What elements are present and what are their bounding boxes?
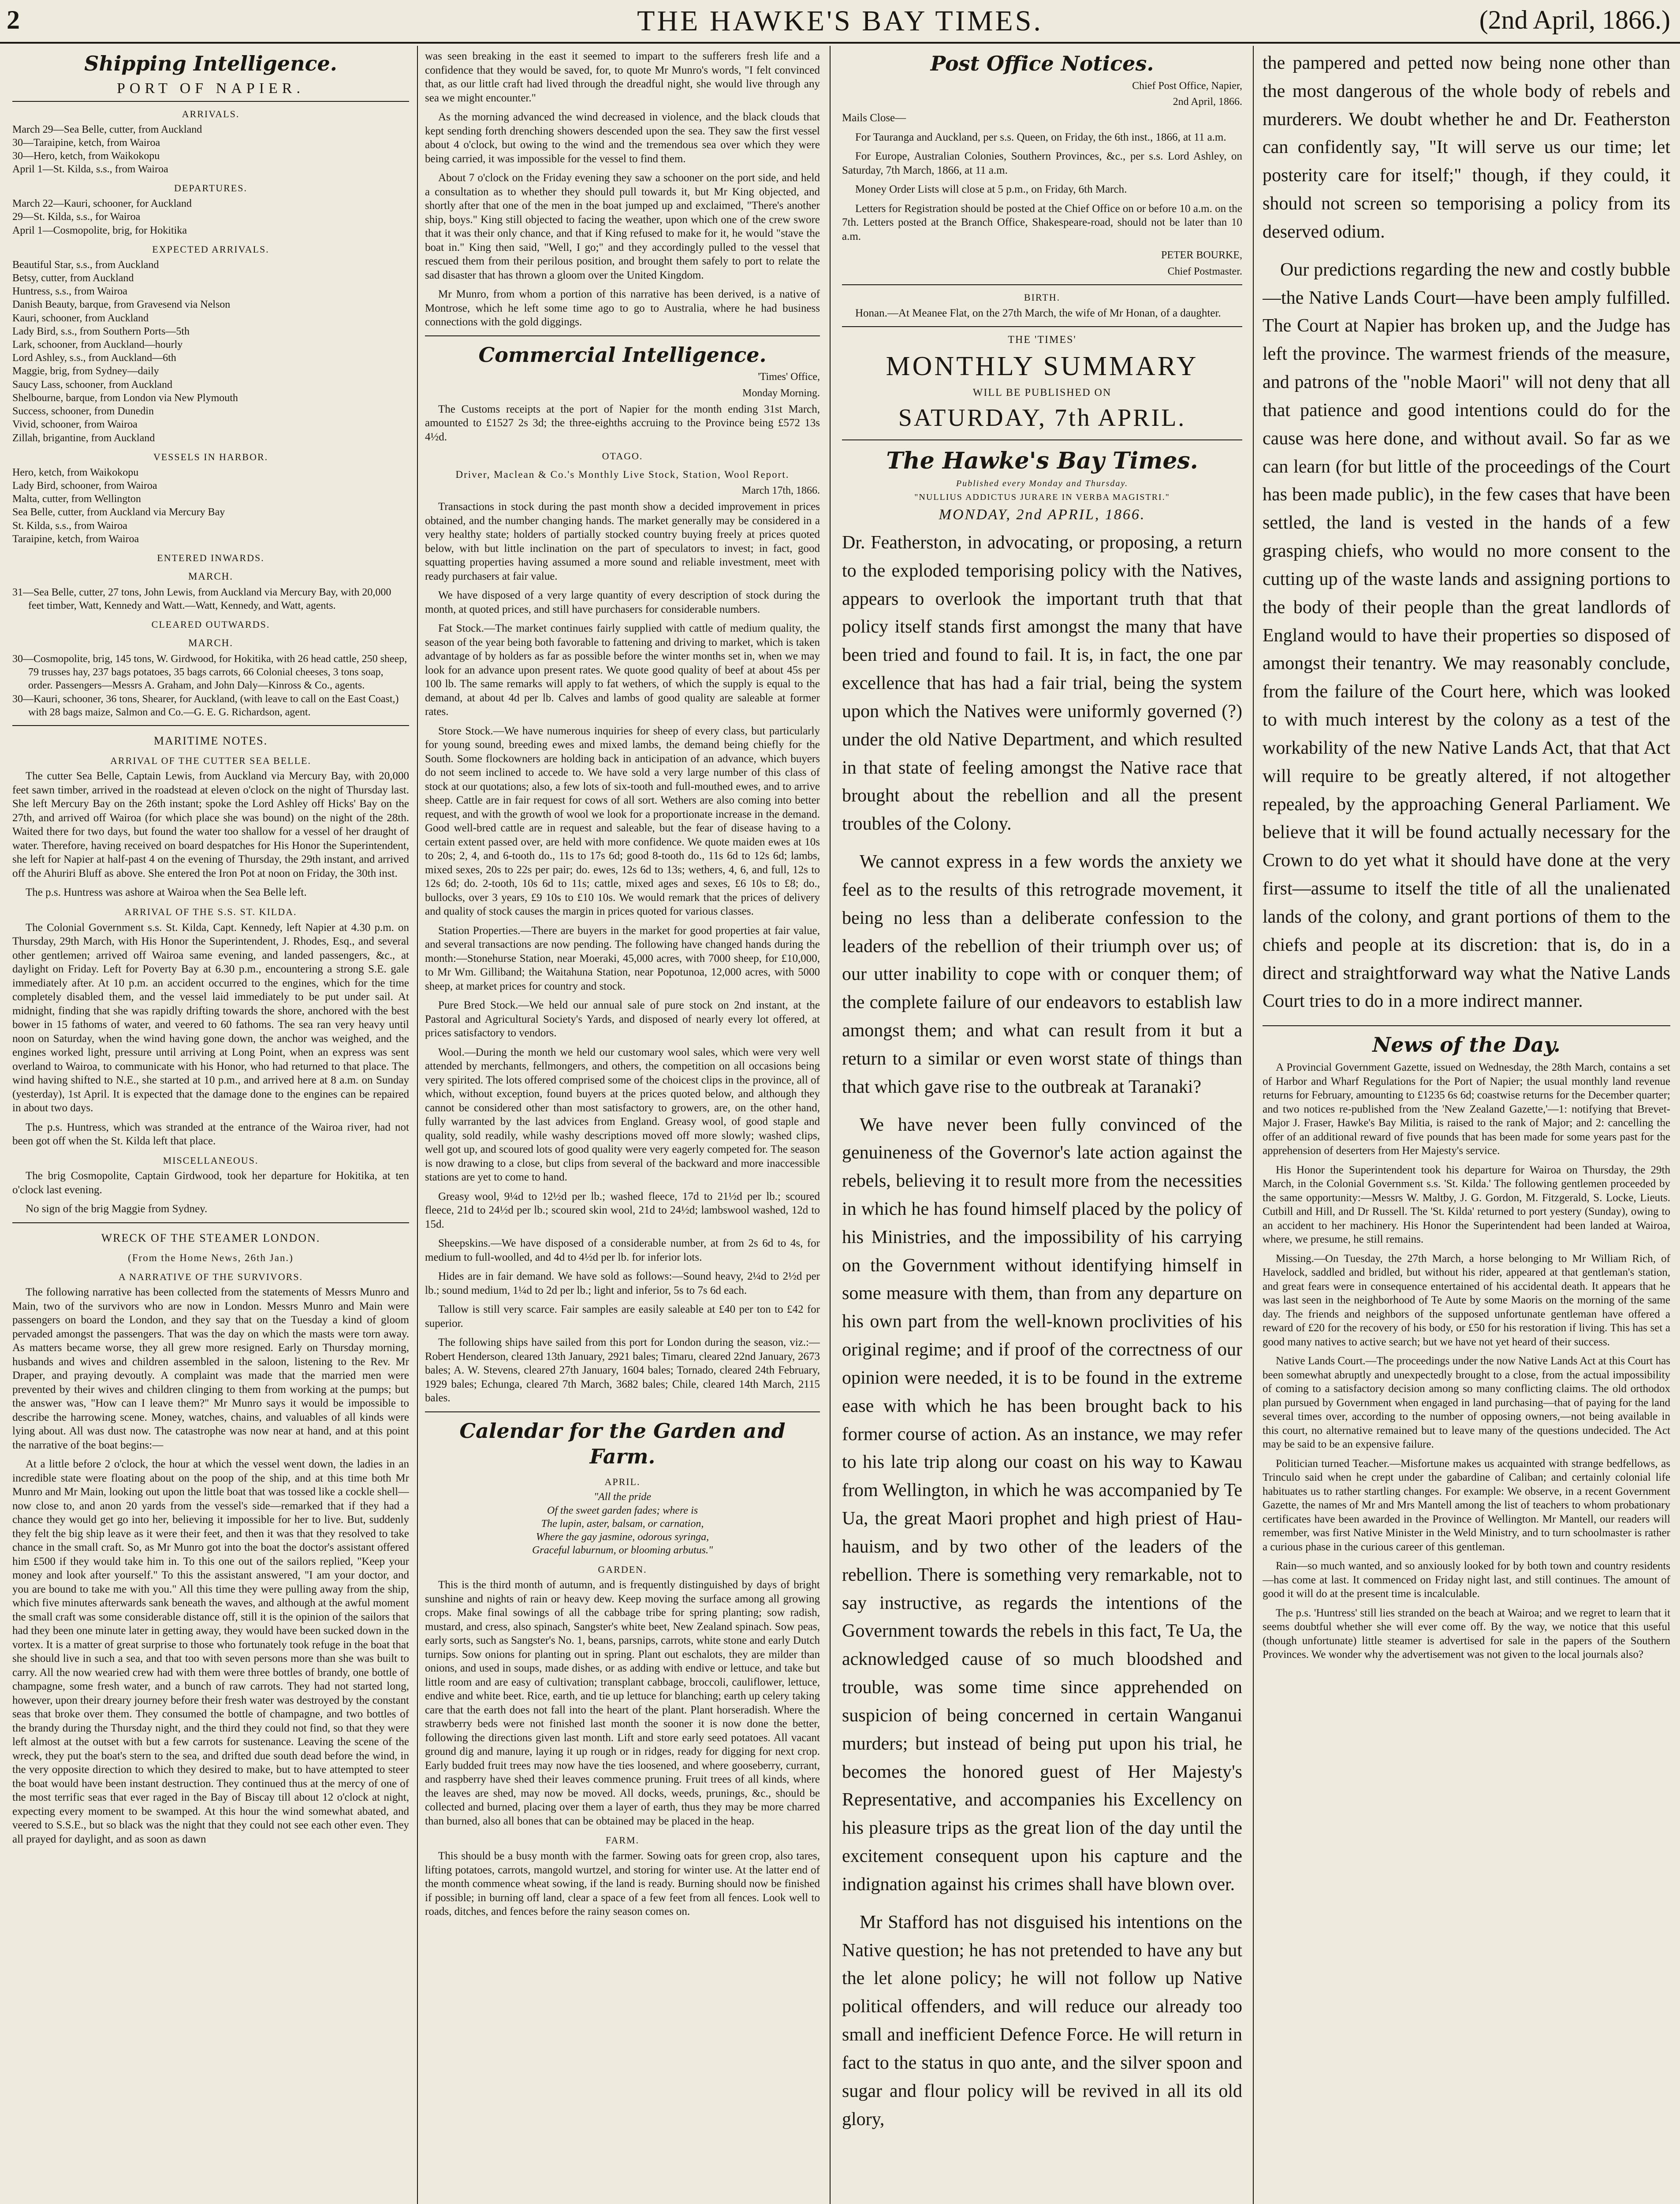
divider — [1263, 1025, 1670, 1026]
news-item: Missing.—On Tuesday, the 27th March, a horse belonging to Mr William Rich, of Havelock, saddled and bridled, but without his rider, appeared at that gentleman's station, and great fears were in consequence entertained of his accidental death. It appears that he was last seen in the neighborhood of Te Aute by some Maoris on the morning of the same day. The friends and neighbors of the supposed unfortunate gentleman have offered a reward of £20 for the recovery of his body, or £50 for his restoration if living. This has set a good many natives to active search; but we have not yet heard of their success. — [1263, 1252, 1670, 1348]
section-heading-post-office: Post Office Notices. — [930, 52, 1154, 75]
list-item: Lark, schooner, from Auckland—hourly — [12, 339, 183, 350]
news-item: Rain—so much wanted, and so anxiously looked for by both town and country residents—has come at last. It commenced on Friday night last, and still continues. The amount of good it will do at the present time is incalculable. — [1263, 1560, 1670, 1600]
column-rule — [417, 46, 418, 2204]
article-paragraph: Pure Bred Stock.—We held our annual sale of pure stock on 2nd instant, at the Pastoral and Agricultural Society's Yards, and disposed of nearly every lot offered, at prices satisfactory to vendors. — [425, 999, 820, 1039]
office-line: 2nd April, 1866. — [1173, 96, 1242, 108]
birth-notice: Honan.—At Meanee Flat, on the 27th March, the wife of Mr Honan, of a daughter. — [855, 307, 1221, 319]
summary-title: MONTHLY SUMMARY — [886, 351, 1199, 382]
article-paragraph: Greasy wool, 9¼d to 12½d per lb.; washed fleece, 17d to 21½d per lb.; scoured fleece, 21d to 24½d per lb.; scoured skin wool, 21d to 24½d; lambswool washed, 12d to 15d. — [425, 1190, 820, 1230]
article-paragraph: Tallow is still very scarce. Fair samples are easily saleable at £40 per ton to £42 for superior. — [425, 1303, 820, 1329]
list-item: April 1—St. Kilda, s.s., from Wairoa — [12, 164, 168, 175]
editorial-nameplate: The Hawke's Bay Times. — [886, 447, 1198, 475]
article-paragraph: Mr Munro, from whom a portion of this narrative has been derived, is a native of Montrose, which he left some time ago to go to Australia, where he had business connections with the gold diggings. — [425, 288, 820, 328]
news-item: A Provincial Government Gazette, issued on Wednesday, the 28th March, contains a set of Harbor and Wharf Regulations for the Port of Napier; the usual monthly land revenue returns for February, amounting to £1235 6s 6d; coastwise returns for the December quarter; and two notices re-published from the 'New Zealand Gazette,'—1: notifying that Brevet-Major J. Fraser, Hawke's Bay Militia, is raised to the rank of Major; and 2: cancelling the offer of an additional reward of five pounds that has been made for some years past for the apprehension of deserters from Her Majesty's service. — [1263, 1061, 1670, 1157]
list-item: Sea Belle, cutter, from Auckland via Mercury Bay — [12, 506, 225, 518]
list-item: Hero, ketch, from Waikokopu — [12, 466, 139, 478]
column-1 — [12, 49, 409, 2204]
article-paragraph: About 7 o'clock on the Friday evening they saw a schooner on the port side, and held a consultation as to whether they should pull towards it, but Mr King objected, and shortly after that one of the men in the boat jumped up and exclaimed, "There's another ship, boys." King still objected to facing the weather, upon which one of the crew swore that it was their only chance, and that if King refused to make for it, he would "stave the boat in." King then said, "Well, I go;" and they accordingly pulled to the vessel that rescued them from their perilous position, and brought them safely to port to relate the sad disaster that has thrown a gloom over the United Kingdom. — [425, 172, 820, 281]
mails-close-label: Mails Close— — [842, 112, 906, 124]
article-paragraph: Wool.—During the month we held our customary wool sales, which were very well attended by merchants, fellmongers, and others, the competition on all occasions being very spirited. The lots offered comprised some of the choicest clips in the province, all of which, without exception, found buyers at the prices quoted below, and although they cannot be considered other than most satisfactory to growers, are, on the other hand, fully warranted by the last advices from England. Greasy wool, of good staple and quality, sold readily, while washy descriptions moved off more slowly; washed clips, well got up, and scoured lots of good quality were very eagerly competed for. The season is now drawing to a close, but clips from several of the backward and more inaccessible stations are yet to come to hand. — [425, 1046, 820, 1184]
notice-paragraph: For Europe, Australian Colonies, Southern Provinces, &c., per s.s. Lord Ashley, on Saturday, 7th March, 1866, at 11 a.m. — [842, 150, 1242, 176]
column-rule — [1253, 46, 1254, 2204]
page-number: 2 — [7, 5, 20, 34]
divider — [842, 284, 1242, 285]
report-date: March 17th, 1866. — [741, 485, 820, 497]
list-item: Maggie, brig, from Sydney—daily — [12, 365, 159, 377]
divider — [12, 725, 409, 726]
column-2 — [425, 49, 820, 2204]
article-paragraph: The p.s. Huntress, which was stranded at the entrance of the Wairoa river, had not been got off when the St. Kilda left that place. — [12, 1121, 409, 1147]
departures-list — [12, 197, 409, 237]
list-item: Beautiful Star, s.s., from Auckland — [12, 259, 159, 271]
list-item: March 29—Sea Belle, cutter, from Auckland — [12, 123, 202, 135]
port-heading: PORT OF NAPIER. — [12, 79, 409, 102]
otago-heading: OTAGO. — [602, 450, 643, 462]
issue-date: MONDAY, 2nd APRIL, 1866. — [939, 506, 1146, 523]
article-paragraph: The Colonial Government s.s. St. Kilda, Capt. Kennedy, left Napier at 4.30 p.m. on Thursday, 29th March, with His Honor the Superintendent, J. Rhodes, Esq., and several other gentlemen; arrived off Wairoa same evening, and landed passengers, &c., at daylight on Friday. Left for Poverty Bay at 6.30 p.m., encountering a strong S.E. gale immediately after. At 10 p.m. an accident occurred to the engines, which for the time completely disabled them, and the vessel laid immediately to be put under sail. At midnight, finding that she was rapidly drifting towards the shore, anchored with the best bower in 15 fathoms of water, and veered to 60 fathoms. The sea ran very heavy until noon on Saturday, when the wind having gone down, the anchor was weighed, and the engines worked light, pressure until arriving at Long Point, when an express was sent overland to Wairoa, to communicate with his Honor, who had returned to that place. The wind having shifted to N.E., she started at 10 p.m., and arrived here at 8 a.m. on Sunday (yesterday), 1st April. It is expected that the damage done to the engines can be repaired in about two days. — [12, 921, 409, 1114]
postmaster-name: PETER BOURKE, — [1161, 249, 1242, 261]
column-4 — [1263, 49, 1670, 2204]
monthly-summary-notice — [842, 333, 1242, 433]
editorial-paragraph: We have never been fully convinced of the genuineness of the Governor's late action against the rebels, believing it to result more from the necessities in which he has found himself placed by the policy of his Ministries, and the impossibility of his carrying on the Government without identifying himself in some measure with them, than from any departure on his own part from the well-known proclivities of his original regime; and if proof of the correctness of our opinion were needed, it is to be found in the extreme ease with which he has been brought back to his former course of action. As an instance, we may refer to his late trip along our coast on his way to Kawau from Wellington, in which he was accompanied by Te Ua, the great Maori prophet and high priest of Hau-hauism, and by two other of the leaders of the rebellion. There is something very remarkable, not to say instructive, as regards the intentions of the Government towards the rebels in this fact, Te Ua, the acknowledged cause of so much bloodshed and trouble, was some time since apprehended on suspicion of being concerned in certain Wanganui murders; but instead of being put upon his trial, he becomes the honored guest of Her Majesty's Representative, and accompanies his Excellency on his pleasure trips as the great lion of the day until the excitement consequent upon his capture and the indignation against his crimes shall have blown over. — [842, 1114, 1242, 1895]
cleared-month: MARCH. — [188, 637, 234, 648]
cleared-item: 30—Kauri, schooner, 36 tons, Shearer, for Auckland, (with leave to call on the East Coast,) with 28 bags maize, Salmon and Co.—G. E. G. Richardson, agent. — [12, 693, 399, 718]
wreck-source: (From the Home News, 26th Jan.) — [128, 1252, 294, 1263]
list-item: Zillah, brigantine, from Auckland — [12, 432, 155, 444]
cleared-item: 30—Cosmopolite, brig, 145 tons, W. Girdwood, for Hokitika, with 26 head cattle, 250 sheep, 79 trusses hay, 237 bags potatoes, 35 bags carrots, 66 Colonial cheeses, 3 tons soap, order. Passengers—Messrs A. Graham, and John Daly—Kinross & Co., agents. — [12, 653, 407, 692]
sea-belle-heading: ARRIVAL OF THE CUTTER SEA BELLE. — [110, 755, 311, 766]
arrivals-list — [12, 123, 409, 176]
article-paragraph: Store Stock.—We have numerous inquiries for sheep of every class, but particularly for young sound, breeding ewes and mixed lambs, the demand being chiefly for the South. Some flockowners are holding back in anticipation of an advance, which buyers do not seem inclined to accede to. We have sold a very large number of this class of stock at our quotations; also, a few lots of six-tooth and full-mouthed ewes, and to arrive sheep. Cattle are in fair request for cows of all sort. Wethers are also coming into better request, and with the growth of wool we look for a proportionate increase in the demand. Good well-bred cattle are in request and saleable, but the fear of disease having to a certain extent passed over, are held with more confidence. We quote maiden ewes at 10s to 20s; 2, 4, and 6-tooth do., 11s to 17s 6d; good 8-tooth do., 11s 6d to 12s 6d; lambs, mixed sexes, 20s to 22s per pair; do. ewes, 12s 6d to 13s; wethers, 4, 6, and full, 12s to 12s 6d; do. 2-tooth, 10s 6d to 11s; cattle, mixed ages and sexes, £6 10s to £8; do., bullocks, over 3 years, £9 10s to £10 10s. We would remark that the prices of delivery and quality of stock causes the margin in prices quoted for various classes. — [425, 725, 820, 918]
poem-line: Of the sweet garden fades; where is — [547, 1504, 698, 1516]
divider — [12, 1222, 409, 1223]
list-item: 30—Taraipine, ketch, from Wairoa — [12, 137, 160, 149]
editorial-paragraph: Mr Stafford has not disguised his intentions on the Native question; he has not pretended to have any but the let alone policy; he will not follow up Native political offenders, and will reduce our already too small and inefficient Defence Force. He will return in fact to the status in quo ante, and the silver spoon and sugar and flour policy will be revived in all its old glory, — [842, 1912, 1242, 2130]
divider — [842, 326, 1242, 327]
editorial-paragraph: We cannot express in a few words the anxiety we feel as to the results of this retrograde movement, it being no less than a deliberate confession to the leaders of the rebellion of their triumph over us; of our utter inability to cope with or conquer them; of the complete failure of our endeavors to establish law amongst them; and what can result from it but a return to a similar or even worst state of things than that which gave rise to the outbreak at Taranaki? — [842, 852, 1242, 1097]
postmaster-title: Chief Postmaster. — [1167, 265, 1242, 277]
st-kilda-heading: ARRIVAL OF THE S.S. ST. KILDA. — [124, 906, 297, 917]
departures-heading: DEPARTURES. — [174, 182, 247, 194]
office-line: Chief Post Office, Napier, — [1132, 80, 1242, 92]
masthead — [0, 0, 1680, 44]
news-item: Native Lands Court.—The proceedings under the now Native Lands Act at this Court has been somewhat abruptly and unexpectedly brought to a close, from the actual impossibility of coming to a satisfactory decision among so many conflicting claims. The old orthodox plan pursued by Government when engaged in land purchasing—that of paying for the land several times over, according to the number of opposing owners,—not being available in this court, no alternative remained but to leave many of the questions undecided. The Act may be said to be an expensive failure. — [1263, 1355, 1670, 1451]
leading-article-continued — [1263, 49, 1670, 1016]
article-paragraph: The p.s. Huntress was ashore at Wairoa when the Sea Belle left. — [26, 886, 307, 899]
poem-line: The lupin, aster, balsam, or carnation, — [541, 1518, 704, 1530]
summary-line: WILL BE PUBLISHED ON — [972, 387, 1112, 399]
paper-motto: "NULLIUS ADDICTUS JURARE IN VERBA MAGISTRI." — [914, 492, 1170, 502]
article-paragraph: Fat Stock.—The market continues fairly supplied with cattle of medium quality, the season of the year being both favorable to fattening and driving to market, which is taken advantage of by holders as far as possible before the winter months set in, when we may look for an advance upon present rates. We quote good quality of beef at about 45s per 100 lb. The same remarks will apply to fat wethers, of which the supply is equal to the demand, at about 4d per lb. Calves and lambs of good quality are saleable at former rates. — [425, 622, 820, 718]
cleared-heading: CLEARED OUTWARDS. — [151, 619, 270, 630]
article-paragraph: The following narrative has been collected from the statements of Messrs Munro and Main, two of the survivors who are now in London. Messrs Munro and Main were passengers on board the London, and they say that on the Tuesday a kind of gloom pervaded amongst the passengers. That was the day on which the masts were torn away. As matters became worse, they all grew more resigned. Early on Thursday morning, husbands and wives and children assembled in the saloon, listening to the Rev. Mr Draper, and praying devoutly. A complaint was made that the married men were prevented by their wives and children clinging to them from working at the pumps; but the answer was, "How can I leave them?" Mr Munro says it would be impossible to describe the harrowing scene. Money, watches, chains, and valuables of all kinds were lying about. All was dust now. The catastrophe was now near at hand, and at this point the narrative of the boat begins:— — [12, 1286, 409, 1451]
expected-heading: EXPECTED ARRIVALS. — [152, 243, 269, 255]
maritime-heading: MARITIME NOTES. — [153, 734, 268, 747]
list-item: Lord Ashley, s.s., from Auckland—6th — [12, 352, 176, 364]
entered-heading: ENTERED INWARDS. — [157, 552, 264, 563]
divider — [425, 335, 820, 336]
april-heading: APRIL. — [604, 1476, 641, 1487]
publication-schedule: Published every Monday and Thursday. — [956, 478, 1129, 488]
list-item: April 1—Cosmopolite, brig, for Hokitika — [12, 224, 187, 236]
notice-paragraph: For Tauranga and Auckland, per s.s. Queen, on Friday, the 6th inst., 1866, at 11 a.m. — [855, 131, 1226, 143]
article-paragraph: At a little before 2 o'clock, the hour at which the vessel went down, the ladies in an incredible state were floating about on the poop of the ship, and at this time both Mr Munro and Mr Main, looking out upon the little boat that was tossed like a cockle shell—now close to, and anon 20 yards from the vessel's side—remarked that if they had a chance they would get go into her, believing it impossible for her to live. But, suddenly they felt the big ship leave as it were their feet, and then it was that they resolved to take chance in the small craft. So, as Mr Munro got into the boat the doctor's assistant offered him £500 if they would take him in. To this one out of the sailors replied, "Keep your money and look after yourself." To this the assistant answered, "I am your doctor, and you are bound to take me with you." All this time they were pulling away from the ship, which five minutes afterwards sank beneath the waves, and although at the awful moment the small craft was some considerable distance off, still it is the opinion of the sailors that had they been one minute later in getting away, they would have been sucked down in the vortex. It is a matter of great surprise to those who fortunately took refuge in the boat that she should live in such a sea, and that too with seven persons more than she was built to carry. All the now wearied crew had with them were three bottles of brandy, one bottle of champagne, some fresh water, and a bunch of raw carrots. They had not started long, however, upon their dreary journey before their fresh water was destroyed by the constant seas that broke over them. They consumed the bottle of champagne, and two bottles of the brandy during the Thursday night, and the third they could not find, so that they were left almost at the outset with but a few carrots for sustenance. Leaving the scene of the wreck, they put the boat's stern to the sea, and drifted due south dead before the wind, in the very opposite direction to which they desired to make, but to have attempted to steer the boat would have been instant destruction. They continued thus at the mercy of one of the most terrific seas that ever raged in the Bay of Biscay till about 12 o'clock at night, expecting every moment to be swamped. At this hour the wind somewhat abated, and veered to S.S.E., but so black was the night that they could not see each other even. They all prayed for daylight, and as soon as dawn — [12, 1458, 409, 1845]
article-paragraph: was seen breaking in the east it seemed to impart to the sufferers fresh life and a confidence that they would be saved, for, to quote Mr Munro's words, "I felt convinced that, as our little craft had lived through the dreadful night, she would live through any sea we might encounter." — [425, 50, 820, 104]
list-item: Huntress, s.s., from Wairoa — [12, 286, 127, 298]
list-item: Success, schooner, from Dunedin — [12, 406, 154, 417]
list-item: Shelbourne, barque, from London via New Plymouth — [12, 392, 238, 404]
summary-date: SATURDAY, 7th APRIL. — [898, 404, 1186, 432]
narrative-heading: A NARRATIVE OF THE SURVIVORS. — [118, 1271, 303, 1282]
list-item: Lady Bird, s.s., from Southern Ports—5th — [12, 325, 190, 337]
list-item: Saucy Lass, schooner, from Auckland — [12, 379, 172, 391]
list-item: Betsy, cutter, from Auckland — [12, 272, 134, 284]
column-rule — [830, 46, 831, 2204]
news-item: Politician turned Teacher.—Misfortune makes us acquainted with strange bedfellows, as Trinculo said when he crept under the gabardine of Caliban; and certainly colonial life habituates us to rather startling changes. For example: We observe, in a recent Government Gazette, the names of Mr and Mrs Mantell among the list of teachers to whom probationary certificates have been awarded in the Province of Wellington. Mr Mantell, our readers will remember, was first Native Minister in the Weld Ministry, and to turn schoolmaster is rather a curious phase in the curious career of this gentleman. — [1263, 1457, 1670, 1553]
list-item: March 22—Kauri, schooner, for Auckland — [12, 198, 192, 210]
page-date: (2nd April, 1866.) — [1479, 5, 1670, 34]
article-paragraph: Station Properties.—There are buyers in the market for good properties at fair value, and several transactions are now pending. The following have changed hands during the month:—Stonehurse Station, near Moeraki, 45,000 acres, with 7000 sheep, for £10,000, to Mr Wm. Gilliband; the Waitahuna Station, near Popotunoa, 12,000 acres, with 5000 sheep, at market prices for country and stock. — [425, 924, 820, 992]
harbor-heading: VESSELS IN HARBOR. — [153, 451, 268, 462]
miscellaneous-heading: MISCELLANEOUS. — [163, 1154, 259, 1166]
entered-month: MARCH. — [188, 570, 234, 582]
list-item: Malta, cutter, from Wellington — [12, 493, 141, 505]
report-heading: Driver, Maclean & Co.'s Monthly Live Stock, Station, Wool Report. — [455, 469, 790, 480]
article-paragraph: No sign of the brig Maggie from Sydney. — [26, 1203, 208, 1215]
list-item: Kauri, schooner, from Auckland — [12, 312, 149, 324]
section-heading-commercial: Commercial Intelligence. — [478, 343, 767, 367]
article-paragraph: Hides are in fair demand. We have sold as follows:—Sound heavy, 2¼d to 2½d per lb.; sound medium, 1¼d to 2d per lb.; light and inferior, 5s to 7s 6d each. — [425, 1270, 820, 1296]
article-paragraph: This should be a busy month with the farmer. Sowing oats for green crop, also tares, lifting potatoes, carrots, mangold wurtzel, and storing for winter use. At the latter end of the month commence wheat sowing, if the land is ready. Burning should now be finished if possible; in burning off land, clear a space of a few feet from all fences. Look well to roads, ditches, and fences before the rainy season comes on. — [425, 1850, 820, 1918]
article-paragraph: The following ships have sailed from this port for London during the season, viz.:—Robert Henderson, cleared 13th January, 2921 bales; Timaru, cleared 22nd January, 2673 bales; A. W. Stevens, cleared 27th January, 1604 bales; Tornado, cleared 24th February, 1929 bales; Echunga, cleared 7th March, 3682 bales; Chile, cleared 14th March, 2115 bales. — [425, 1337, 820, 1404]
list-item: Vivid, schooner, from Wairoa — [12, 419, 138, 431]
farm-heading: FARM. — [605, 1835, 640, 1846]
list-item: 29—St. Kilda, s.s., for Wairoa — [12, 211, 141, 223]
editorial-paragraph: Dr. Featherston, in advocating, or proposing, a return to the exploded temporising policy with the Natives, appears to overlook the important truth that that policy itself stands first amongst the many that have been tried and found to fail. It is, in fact, the one par excellence that has had a fair trial, being the system upon which the Natives were uniformly governed (?) under the old Native Department, and which resulted in that state of feeling amongst the Native race that brought about the rebellion and all the present troubles of the Colony. — [842, 532, 1242, 834]
column-3 — [842, 49, 1242, 2204]
editorial-paragraph: Our predictions regarding the new and costly bubble—the Native Lands Court—have been amply fulfilled. The Court at Napier has broken up, and the Judge has left the province. The warmest friends of the measure, and patrons of the "noble Maori" will not deny that all that patience and good intentions could do for the cause was here done, and without avail. So far as we can learn (for but little of the proceedings of the Court has been made public), in the few cases that have been settled, the land is vested in the hands of a few grasping chiefs, who would no more consent to the cutting up of the waste lands and assigning portions to the body of their people than the great landlords of England would to have their properties so disposed of amongst their tenantry. We may reasonably conclude, from the failure of the Court here, which was looked to with much interest by the colony as a test of the workability of the new Native Lands Act, that that Act will require to be greatly altered, if not altogether repealed, by the approaching General Parliament. We believe that it will be found actually necessary for the Crown to do yet what it should have done at the very first—assume to itself the title of all the unalienated lands of the colony, and grant portions of them to the chiefs and people at its discretion: that is, do in a direct and straightforward way what the Native Lands Court tries to do in a more indirect manner. — [1263, 259, 1670, 1012]
harbor-list — [12, 466, 409, 546]
article-paragraph: Sheepskins.—We have disposed of a considerable number, at from 2s 6d to 4s, for medium to full-woolled, and 4d to 4½d per lb. for inferior lots. — [425, 1237, 820, 1263]
article-paragraph: The brig Cosmopolite, Captain Girdwood, took her departure for Hokitika, at ten o'clock last evening. — [12, 1170, 409, 1196]
office-line: 'Times' Office, — [758, 371, 820, 383]
article-paragraph: As the morning advanced the wind decreased in violence, and the black clouds that kept sending forth drenching showers descended upon the sea. They saw the first vessel about 4 o'clock, but owing to the wind and the tremendous sea over which they were being carried, it was impossible for the vessel to find them. — [425, 111, 820, 165]
summary-line: THE 'TIMES' — [1008, 334, 1077, 346]
editorial-paragraph: the pampered and petted now being none other than the most dangerous of the whole body of rebels and murderers. We doubt whether he and Dr. Featherston can confidently say, "It will serve us our time; let posterity care for itself;" though, if they could, it should not screen so temporising a policy from its deserved odium. — [1263, 53, 1670, 242]
poem-line: Where the gay jasmine, odorous syringa, — [536, 1531, 709, 1543]
poem — [425, 1490, 820, 1557]
section-heading-shipping: Shipping Intelligence. — [84, 52, 337, 75]
section-heading-news: News of the Day. — [1372, 1033, 1561, 1057]
poem-line: "All the pride — [593, 1491, 652, 1503]
list-item: 30—Hero, ketch, from Waikokopu — [12, 150, 160, 162]
expected-list — [12, 258, 409, 445]
notice-paragraph: Letters for Registration should be posted at the Chief Office on or before 10 a.m. on the 7th. Letters posted at the Branch Office, Shakespeare-road, should not be later than 10 a.m. — [842, 202, 1242, 242]
news-item: The p.s. 'Huntress' still lies stranded on the beach at Wairoa; and we regret to learn that it seems doubtful whether she will ever come off. By the way, we notice that this useful (though unfortunate) little steamer is advertised for sale in the papers of the Southern Provinces. We wonder why the advertisement was not given to the local journals also? — [1263, 1607, 1670, 1661]
article-paragraph: The cutter Sea Belle, Captain Lewis, from Auckland via Mercury Bay, with 20,000 feet sawn timber, arrived in the roadstead at eleven o'clock on the night of Thursday last. She left Mercury Bay on the 26th instant; spoke the Lord Ashley off Hicks' Bay on the 27th, and arrived off Wairoa (for which place she was bound) on the night of the 28th. Waited there for two days, but found the water too shallow for a vessel of her draught of water. Therefore, having received on board despatches for His Honor the Superintendent, she left for Napier at half-past 4 on the evening of Thursday, the 29th instant, and arrived off the Ahuriri Bluff as above. She entered the Iron Pot at noon on Friday, the 30th inst. — [12, 770, 409, 879]
entered-item: 31—Sea Belle, cutter, 27 tons, John Lewis, from Auckland via Mercury Bay, with 20,000 feet timber, Watt, Kennedy and Watt.—Watt, Kennedy, and Watt, agents. — [12, 586, 391, 611]
article-paragraph: We have disposed of a very large quantity of every description of stock during the month, at quoted prices, and still have purchasers for considerable numbers. — [425, 589, 820, 615]
list-item: St. Kilda, s.s., from Wairoa — [12, 520, 127, 532]
news-item: His Honor the Superintendent took his departure for Wairoa on Thursday, the 29th March, in the Colonial Government s.s. 'St. Kilda.' The following gentlemen proceeded by the same opportunity:—Messrs W. Maltby, J. G. Gordon, M. Fitzgerald, S. Locke, Lieuts. Cutbill and Hill, and Dr Russell. The 'St. Kilda' returned to port yestery (Sunday), owing to an accident to her machinery. His Honor the Superintendent had been landed at Wairoa, where, we presume, he still remains. — [1263, 1164, 1670, 1246]
article-paragraph: The Customs receipts at the port of Napier for the month ending 31st March, amounted to £1527 2s 3d; the three-eighths accruing to the Province being £572 13s 4½d. — [425, 403, 820, 443]
wreck-heading: WRECK OF THE STEAMER LONDON. — [101, 1231, 320, 1244]
divider — [842, 439, 1242, 440]
article-paragraph: This is the third month of autumn, and is frequently distinguished by days of bright sunshine and nights of rain or heavy dew. Keep moving the surface among all growing crops. Make final sowings of all the cabbage tribe for spring planting; sow radish, mustard, and cress, also spinach, Sangster's white beet, New Zealand spinach. Sow peas, early sorts, such as Sangster's No. 1, beans, parsnips, carrots, white stone and early Dutch turnips. Sow onions for planting out in spring. Plant out eschalots, they are milder than onions, and used in soups, made dishes, or as adding with endive or lettuce, and take but little room and are easy of cultivation; transplant cabbage, broccoli, cauliflower, lettuce, endive and white beet. Rice, earth, and tie up lettuce for blanching; earth up celery taking care that the earth does not fall into the heart of the plant. Plant horseradish. Where the strawberry beds were not finished last month the sooner it is now done the better, following the directions given last month. Lift and store early seed potatoes. All vacant ground dig and manure, laying it up rough or in ridges, ready for digging for next crop. Early budded fruit trees may now have the ties loosened, and where gooseberry, currant, and raspberry have shed their leaves commence pruning. Fruit trees of all kinds, where the leaves are shed, may now be moved. All docks, weeds, prunings, &c., should be collected and burned, placing over them a layer of earth, thus they may be more charred than burned, also all bones that can be obtained may be placed in the heap. — [425, 1579, 820, 1827]
garden-heading: GARDEN. — [598, 1564, 647, 1575]
notice-paragraph: Money Order Lists will close at 5 p.m., on Friday, 6th March. — [855, 183, 1127, 196]
birth-heading: BIRTH. — [1024, 291, 1061, 303]
article-paragraph: Transactions in stock during the past month show a decided improvement in prices obtained, and the number changing hands. The market generally may be considered in a very healthy state; holders of partially stocked country buying freely at prices quoted below, with but little inclination on the part of speculators to invest; in fact, good squatting properties having assumed a more sound and reliable investment, meet with ready purchasers at fair value. — [425, 501, 820, 582]
list-item: Danish Beauty, barque, from Gravesend via Nelson — [12, 299, 231, 311]
newspaper-title: THE HAWKE'S BAY TIMES. — [637, 5, 1043, 37]
section-heading-calendar: Calendar for the Garden and Farm. — [459, 1418, 786, 1468]
office-line: Monday Morning. — [742, 387, 820, 399]
divider — [425, 1411, 820, 1412]
list-item: Taraipine, ketch, from Wairoa — [12, 533, 139, 545]
leading-article — [842, 529, 1242, 2133]
list-item: Lady Bird, schooner, from Wairoa — [12, 480, 157, 491]
poem-line: Graceful laburnum, or blooming arbutus." — [532, 1545, 713, 1556]
arrivals-heading: ARRIVALS. — [182, 108, 240, 119]
